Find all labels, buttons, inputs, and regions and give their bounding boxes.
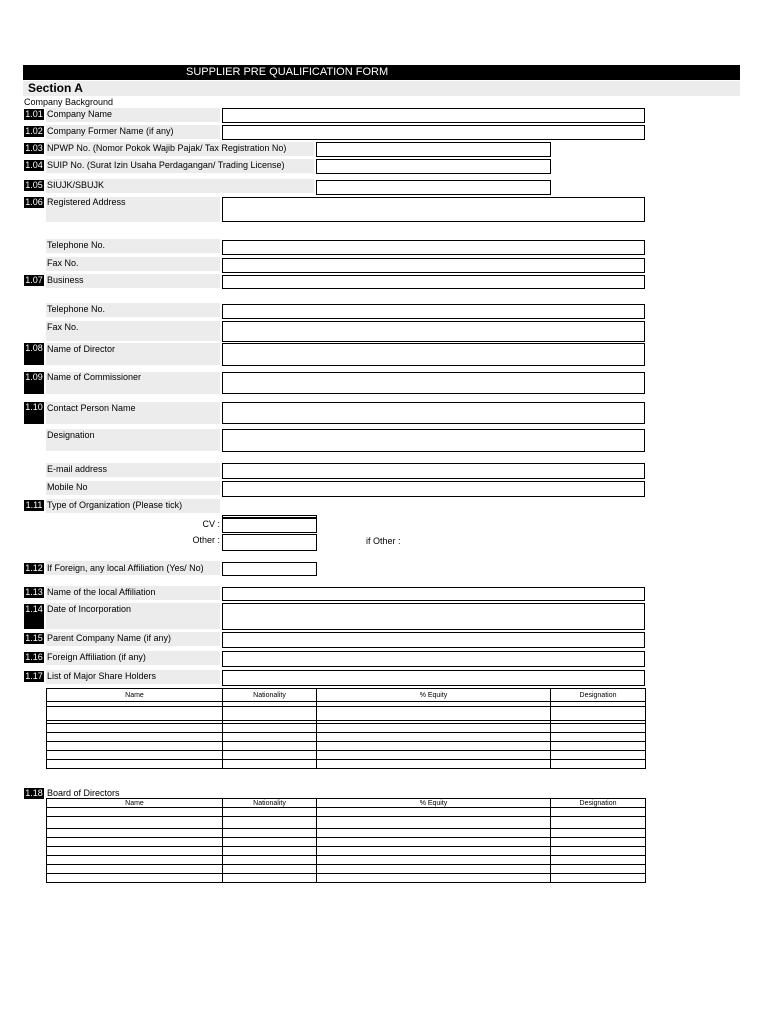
field-number: 1.10 — [24, 402, 44, 424]
director-label: Name of Director — [47, 344, 116, 354]
field-number: 1.18 — [25, 788, 43, 798]
affiliation-name-label: Name of the local Affiliation — [47, 587, 156, 597]
field-number: 1.05 — [25, 180, 43, 190]
table-row[interactable] — [47, 829, 646, 838]
field-number: 1.08 — [24, 343, 44, 365]
table-row[interactable] — [47, 865, 646, 874]
former-name-input[interactable] — [222, 125, 645, 140]
column-header: % Equity — [317, 799, 551, 808]
former-name-label: Company Former Name (if any) — [47, 126, 174, 136]
column-header: Designation — [551, 799, 646, 808]
registered-address-label: Registered Address — [47, 197, 126, 207]
business-fax-input[interactable] — [222, 321, 645, 342]
shareholders-label: List of Major Share Holders — [47, 671, 157, 681]
shareholders-note-input[interactable] — [222, 670, 645, 686]
npwp-input[interactable] — [316, 142, 551, 157]
parent-company-label: Parent Company Name (if any) — [47, 633, 172, 643]
designation-label: Designation — [47, 430, 95, 440]
incorporation-date-label: Date of Incorporation — [47, 604, 132, 614]
siujk-label: SIUJK/SBUJK — [47, 180, 105, 190]
form-title: SUPPLIER PRE QUALIFICATION FORM — [186, 66, 389, 78]
local-affiliation-label: If Foreign, any local Affiliation (Yes/ No) — [47, 563, 204, 573]
mobile-label: Mobile No — [47, 482, 88, 492]
table-row[interactable] — [47, 724, 646, 733]
table-row[interactable] — [47, 733, 646, 742]
field-number: 1.14 — [24, 604, 44, 629]
registered-address-input[interactable] — [222, 197, 645, 222]
field-number: 1.03 — [25, 143, 43, 153]
table-header-row — [47, 799, 646, 808]
commissioner-input[interactable] — [222, 372, 645, 394]
registered-fax-input[interactable] — [222, 258, 645, 273]
parent-company-input[interactable] — [222, 632, 645, 648]
contact-person-input[interactable] — [222, 402, 645, 424]
commissioner-label: Name of Commissioner — [47, 372, 142, 382]
business-telephone-input[interactable] — [222, 304, 645, 319]
fax-label: Fax No. — [47, 322, 79, 332]
field-number: 1.15 — [25, 633, 43, 643]
suip-input[interactable] — [316, 159, 551, 174]
business-address-input[interactable] — [222, 275, 645, 289]
field-number: 1.16 — [25, 652, 43, 662]
table-row[interactable] — [47, 808, 646, 817]
subsection-heading: Company Background — [24, 97, 114, 107]
table-row[interactable] — [47, 742, 646, 751]
field-number: 1.06 — [25, 197, 43, 207]
foreign-affiliation-label: Foreign Affiliation (if any) — [47, 652, 146, 662]
field-number: 1.01 — [25, 109, 43, 119]
registered-telephone-input[interactable] — [222, 240, 645, 255]
table-row[interactable] — [47, 847, 646, 856]
if-other-label: if Other : — [366, 536, 401, 546]
column-header: Designation — [551, 689, 646, 702]
field-number: 1.07 — [25, 275, 43, 285]
table-row[interactable] — [47, 817, 646, 829]
column-header: % Equity — [317, 689, 551, 702]
email-label: E-mail address — [47, 464, 108, 474]
telephone-label: Telephone No. — [47, 304, 106, 314]
column-header: Name — [47, 799, 223, 808]
incorporation-date-input[interactable] — [222, 603, 645, 630]
other-checkbox[interactable] — [222, 534, 317, 551]
foreign-affiliation-input[interactable] — [222, 651, 645, 667]
cv-checkbox[interactable] — [222, 518, 317, 533]
designation-input[interactable] — [222, 429, 645, 452]
column-header: Nationality — [223, 689, 317, 702]
other-option-label: Other : — [192, 535, 220, 545]
field-number: 1.11 — [25, 500, 43, 510]
siujk-input[interactable] — [316, 180, 551, 195]
business-address-label: Business — [47, 275, 84, 285]
organization-type-label: Type of Organization (Please tick) — [47, 500, 183, 510]
affiliation-name-input[interactable] — [222, 587, 645, 601]
mobile-input[interactable] — [222, 481, 645, 497]
section-band — [23, 81, 740, 96]
column-header: Name — [47, 689, 223, 702]
board-directors-label: Board of Directors — [47, 788, 120, 798]
column-header: Nationality — [223, 799, 317, 808]
shareholders-table — [46, 688, 646, 769]
email-input[interactable] — [222, 463, 645, 479]
field-number: 1.12 — [25, 563, 43, 573]
field-number: 1.17 — [25, 671, 43, 681]
section-heading: Section A — [28, 81, 83, 95]
npwp-label: NPWP No. (Nomor Pokok Wajib Pajak/ Tax Registration No) — [47, 143, 287, 153]
cv-option-label: CV : — [202, 519, 220, 529]
table-row[interactable] — [47, 707, 646, 721]
field-number: 1.13 — [25, 587, 43, 597]
field-number: 1.02 — [25, 126, 43, 136]
fax-label: Fax No. — [47, 258, 79, 268]
suip-label: SUIP No. (Surat Izin Usaha Perdagangan/ Trading License) — [47, 160, 285, 170]
table-header-row — [47, 689, 646, 702]
field-number: 1.04 — [25, 160, 43, 170]
contact-person-label: Contact Person Name — [47, 403, 136, 413]
field-number: 1.09 — [24, 372, 44, 394]
company-name-label: Company Name — [47, 109, 113, 119]
table-row[interactable] — [47, 874, 646, 883]
telephone-label: Telephone No. — [47, 240, 106, 250]
table-row[interactable] — [47, 856, 646, 865]
director-input[interactable] — [222, 343, 645, 366]
table-row[interactable] — [47, 751, 646, 760]
table-row[interactable] — [47, 838, 646, 847]
company-name-input[interactable] — [222, 108, 645, 123]
directors-table — [46, 798, 646, 883]
local-affiliation-input[interactable] — [222, 562, 317, 576]
table-row[interactable] — [47, 760, 646, 769]
